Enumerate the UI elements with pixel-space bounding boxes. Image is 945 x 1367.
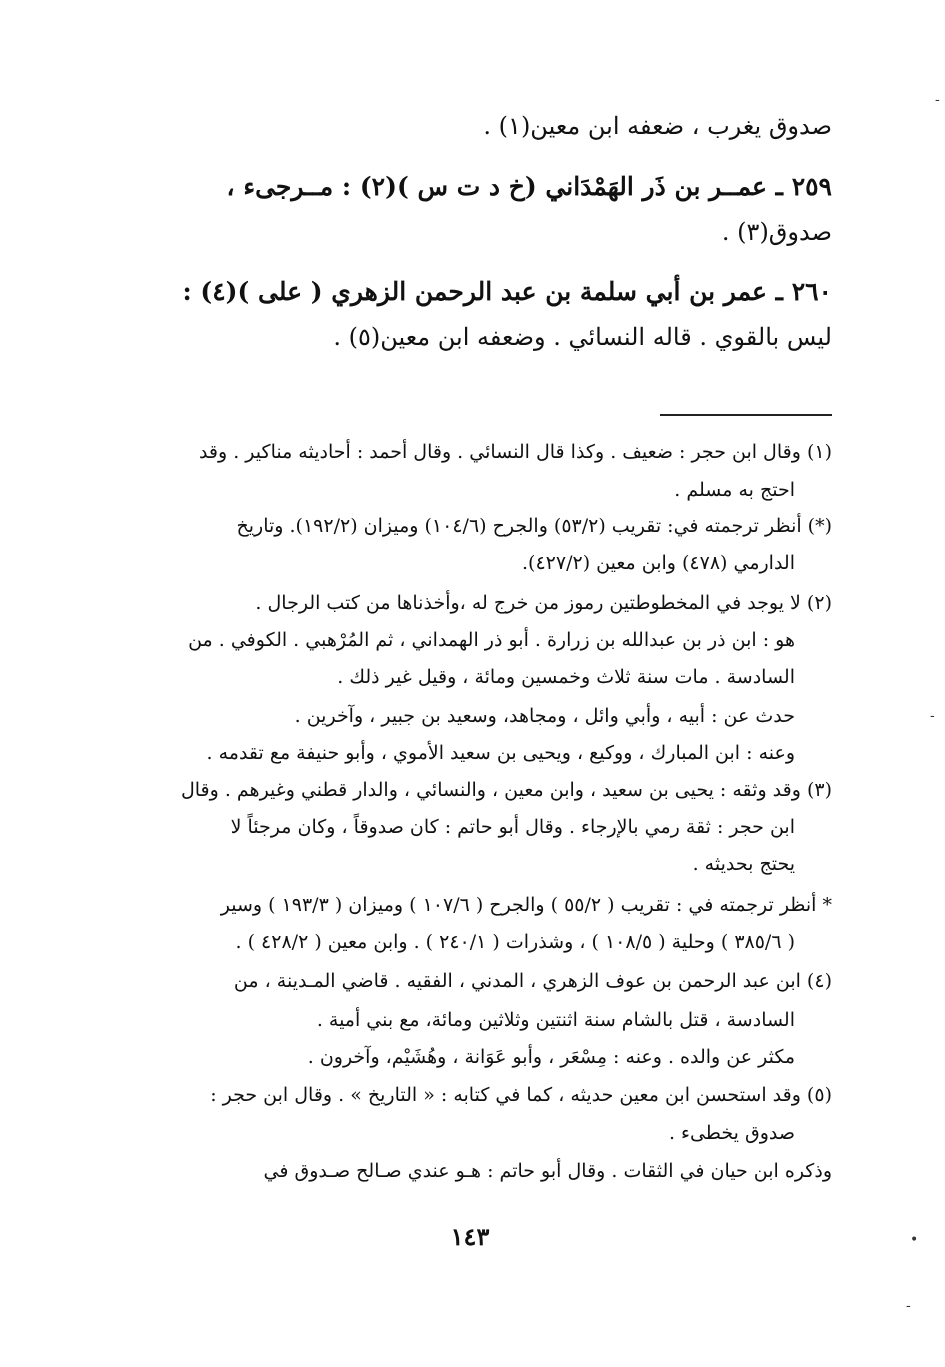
entry-260-heading: ٢٦٠ ـ عمر بن أبي سلمة بن عبد الرحمن الزهري ( على )(٤) : (182, 277, 832, 306)
footnote-line: احتج به مسلم . (674, 479, 795, 501)
footnote-line: حدث عن : أبيه ، وأبي وائل ، ومجاهد، وسعيد بن جبير ، وآخرين . (294, 705, 795, 727)
footnote-line: (٣) وقد وثقه : يحيى بن سعيد ، وابن معين ، والنسائي ، والدار قطني وغيرهم . وقال (180, 779, 832, 801)
footnote-line: (٥) وقد استحسن ابن معين حديثه ، كما في كتابه : « التاريخ » . وقال ابن حجر : (210, 1084, 832, 1106)
page-number: ١٤٣ (450, 1222, 490, 1251)
footnote-line: صدوق يخطىء . (668, 1122, 795, 1144)
footnote-line: السادسة ، قتل بالشام سنة اثنتين وثلاثين ومائة، مع بني أمية . (316, 1009, 795, 1031)
footnote-line: وذكره ابن حيان في الثقات . وقال أبو حاتم : هـو عندي صـالح صـدوق في (263, 1160, 832, 1182)
footnote-line: مكثر عن والده . وعنه : مِسْعَر ، وأبو عَوَانة ، وهُشَيْم، وآخرون . (307, 1046, 795, 1068)
margin-mark: - (930, 708, 935, 724)
footnote-line: يحتج بحديثه . (692, 853, 795, 875)
footnote-line: (١) وقال ابن حجر : ضعيف . وكذا قال النسائي . وقال أحمد : أحاديثه مناكير . وقد (198, 441, 832, 463)
footnote-line: ابن حجر : ثقة رمي بالإرجاء . وقال أبو حاتم : كان صدوقاً ، وكان مرجئاً لا (230, 816, 795, 838)
footnote-line: السادسة . مات سنة ثلاث وخمسين ومائة ، وقيل غير ذلك . (337, 666, 795, 688)
margin-mark: - (906, 1298, 911, 1314)
footnote-line: * أنظر ترجمته في : تقريب ( ٥٥/٢ ) والجرح ( ١٠٧/٦ ) وميزان ( ١٩٣/٣ ) وسير (220, 894, 832, 916)
footnote-line: (*) أنظر ترجمته في: تقريب (٥٣/٢) والجرح (١٠٤/٦) وميزان (١٩٢/٢). وتاريخ (236, 515, 832, 537)
footnote-line: وعنه : ابن المبارك ، ووكيع ، ويحيى بن سعيد الأموي ، وأبو حنيفة مع تقدمه . (206, 742, 795, 764)
margin-mark: - (935, 92, 940, 108)
footnote-separator (660, 414, 832, 416)
entry-260-text: ليس بالقوي . قاله النسائي . وضعفه ابن معين(٥) . (333, 323, 832, 351)
footnote-line: (٤) ابن عبد الرحمن بن عوف الزهري ، المدني ، الفقيه . قاضي المـدينة ، من (233, 970, 832, 992)
footnote-line: (٢) لا يوجد في المخطوطتين رموز من خرج له ،وأخذناها من كتب الرجال . (255, 592, 832, 614)
footnote-line: ( ٣٨٥/٦ ) وحلية ( ١٠٨/٥ ) ، وشذرات ( ٢٤٠/١ ) . وابن معين ( ٤٢٨/٢ ) . (235, 931, 795, 953)
footnote-line: هو : ابن ذر بن عبدالله بن زرارة . أبو ذر الهمداني ، ثم المُرْهبي . الكوفي . من (188, 629, 795, 651)
entry-259-text: صدوق(٣) . (721, 218, 832, 246)
footnote-line: الدارمي (٤٧٨) وابن معين (٤٢٧/٢). (522, 552, 795, 574)
margin-mark: • (910, 1232, 919, 1248)
main-text-line: صدوق يغرب ، ضعفه ابن معين(١) . (483, 112, 832, 140)
entry-259-heading: ٢٥٩ ـ عمــر بن ذَر الهَمْدَاني (خ د ت س )(٢) : مــرجىء ، (226, 172, 832, 201)
